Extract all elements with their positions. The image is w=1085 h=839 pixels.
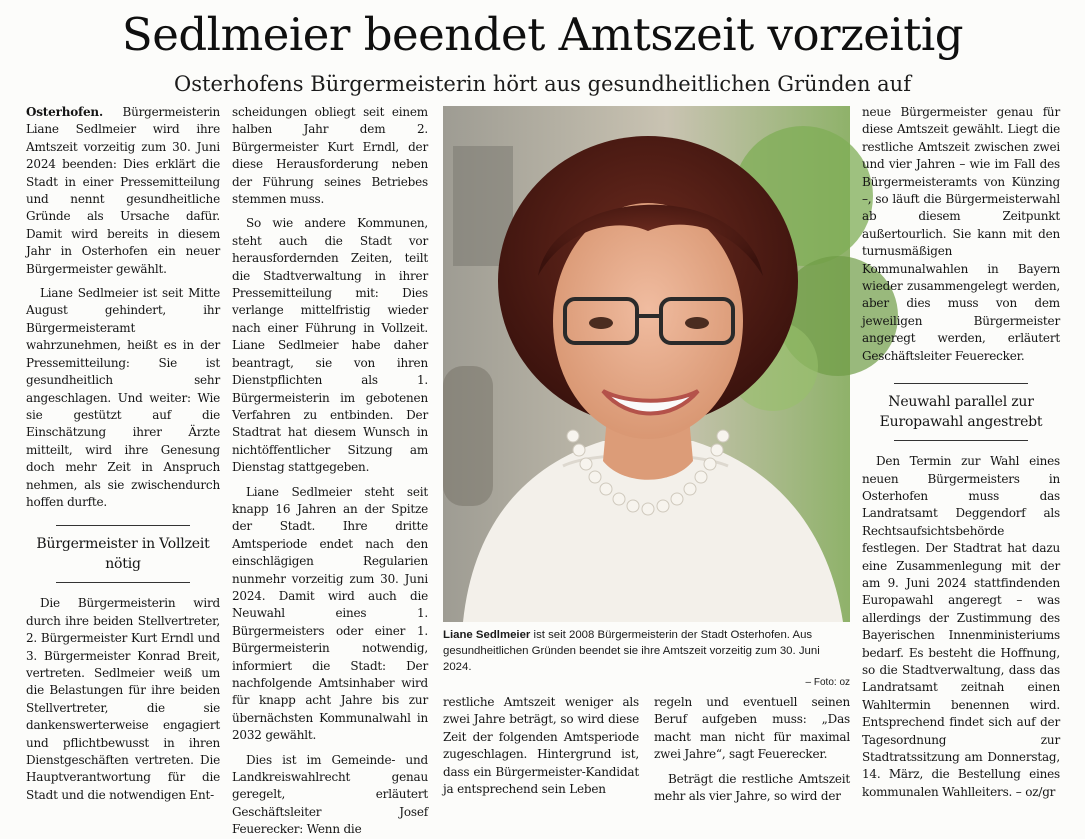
paragraph: neue Bürgermeister genau für diese Amtszeit gewählt. Liegt die restliche Amtszeit zwischen zwei und vier Jahren – wie im Fall des Bürgermeisteramts von Künzing –, so läuft die Bürgermeisterwahl ab diesem Zeitpunkt außertourlich. Sie kann mit den turnusmäßigen Kommunalwahlen in Bayern wieder zusammengelegt werden, aber dies muss von dem jeweiligen Bürgermeister angeregt werden, erläutert Geschäftsleiter Feuerecker. [862, 105, 1060, 363]
photo-caption [443, 627, 850, 691]
article-column-3 [443, 694, 639, 798]
paragraph: Den Termin zur Wahl eines neuen Bürgermeisters in Osterhofen muss das Landratsamt Deggendorf als Rechtsaufsichtsbehörde festlegen. Der Stadtrat hat dazu eine Zusammenlegung mit der am 9. Juni 2024 stattfindenden Europawahl angeregt – was allerdings der Zustimmung des Bayerischen Innenministeriums bedarf. Es besteht die Hoffnung, so die Stadtverwaltung, dass das Landratsamt zeitnah einen Wahltermin benennen wird. Entsprechend findet sich auf der Tagesordnung zur Stadtratssitzung am Donnerstag, 14. März, die Bestellung eines kommunalen Wahlleiters. – oz/gr [862, 454, 1060, 799]
portrait-photo [443, 106, 850, 622]
paragraph: regeln und eventuell seinen Beruf aufgeben muss: „Das macht man nicht für maximal zwei Jahre“, sagt Feuerecker. [654, 695, 850, 762]
paragraph: So wie andere Kommunen, steht auch die Stadt vor herausfordernden Zeiten, teilt die Stadtverwaltung in ihrer Pressemitteilung mit: Dies verlange mittelfristig wieder nach einer Führung in Vollzeit. Liane Sedlmeier habe daher beantragt, sie von ihren Dienstpflichten als 1. Bürgermeisterin im gebotenen Verfahren zu entbinden. Der Stadtrat hat diesem Wunsch in nichtöffentlicher Sitzung am Dienstag stattgegeben. [232, 216, 428, 475]
dateline: Osterhofen. [26, 105, 103, 119]
paragraph: Liane Sedlmeier ist seit Mitte August gehindert, ihr Bürgermeisteramt wahrzunehmen, heißt es in der Pressemitteilung: Sie ist gesundheitlich sehr angeschlagen. Und weiter: Wie sie gestützt auf die Einschätzung ihrer Ärzte mitteilt, wird ihre Genesung doch mehr Zeit in Anspruch nehmen, als sie zwischendurch hoffen durfte. [26, 286, 220, 509]
article-column-5-clip [862, 104, 1060, 809]
paragraph: scheidungen obliegt seit einem halben Jahr dem 2. Bürgermeister Kurt Erndl, der diese Herausforderung neben der Führung seines Betriebes stemmen muss. [232, 105, 428, 207]
paragraph: Beträgt die restliche Amtszeit mehr als vier Jahre, so wird der [654, 771, 850, 804]
subhead-text: Bürgermeister in Vollzeit nötig [36, 536, 210, 573]
section-subhead [26, 525, 220, 583]
article-column-2 [232, 104, 428, 839]
paragraph: restliche Amtszeit weniger als zwei Jahre beträgt, so wird diese Zeit der folgenden Amtsperiode zugeschlagen. Hintergrund ist, dass ein Bürgermeister-Kandidat ja entsprechend sein Leben [443, 695, 639, 797]
article-headline: Sedlmeier beendet Amtszeit vorzeitig [121, 8, 964, 61]
photo-credit: – Foto: oz [805, 677, 850, 688]
paragraph [26, 104, 220, 278]
subhead-text: Neuwahl parallel zur Europawahl angestrebt [879, 394, 1043, 431]
article-subheadline: Osterhofens Bürgermeisterin hört aus gesundheitlichen Gründen auf [174, 72, 911, 96]
caption-name: Liane Sedlmeier [443, 629, 531, 641]
article-column-5 [862, 104, 1060, 801]
paragraph: Dies ist im Gemeinde- und Landkreiswahlrecht genau geregelt, erläutert Geschäftsleiter Josef Feuerecker: Wenn die [232, 752, 428, 837]
caption-text: ist seit 2008 Bürgermeisterin der Stadt Osterhofen. Aus gesundheitlichen Gründen beendet sie ihre Amtszeit vorzeitig zum 30. Juni 2024. [443, 629, 820, 673]
article-column-1 [26, 104, 220, 804]
portrait-photo-art [443, 106, 850, 622]
paragraph: Die Bürgermeisterin wird durch ihre beiden Stellvertreter, 2. Bürgermeister Kurt Erndl und 3. Bürgermeister Konrad Breit, vertreten. Sedlmeier weiß um die Belastungen für ihre beiden Stellvertreter, die sie dankenswerterweise engagiert und pflichtbewusst in ihren Dienstgeschäften vertreten. Die Hauptverantwortung für die Stadt und die notwendigen Ent- [26, 596, 220, 802]
section-subhead [862, 383, 1060, 441]
paragraph-text: Bürgermeisterin Liane Sedlmeier wird ihre Amtszeit vorzeitig zum 30. Juni 2024 beenden: Dies erklärt die Stadt in einer Pressemitteilung und nennt gesundheitliche Gründe als Ursache dafür. Damit wird bereits in diesem Jahr in Osterhofen ein neuer Bürgermeister gewählt. [26, 105, 220, 276]
article-column-4 [654, 694, 850, 805]
paragraph: Liane Sedlmeier steht seit knapp 16 Jahren an der Spitze der Stadt. Ihre dritte Amtsperiode endet nach den einschlägigen Regularien nunmehr vorzeitig zum 30. Juni 2024. Damit wird auch die Neuwahl eines 1. Bürgermeisters oder einer 1. Bürgermeisterin notwendig, informiert die Stadt: Der nachfolgende Amtsinhaber wird für knapp acht Jahre bis zur übernächsten Kommunalwahl in 2032 gewählt. [232, 484, 428, 743]
